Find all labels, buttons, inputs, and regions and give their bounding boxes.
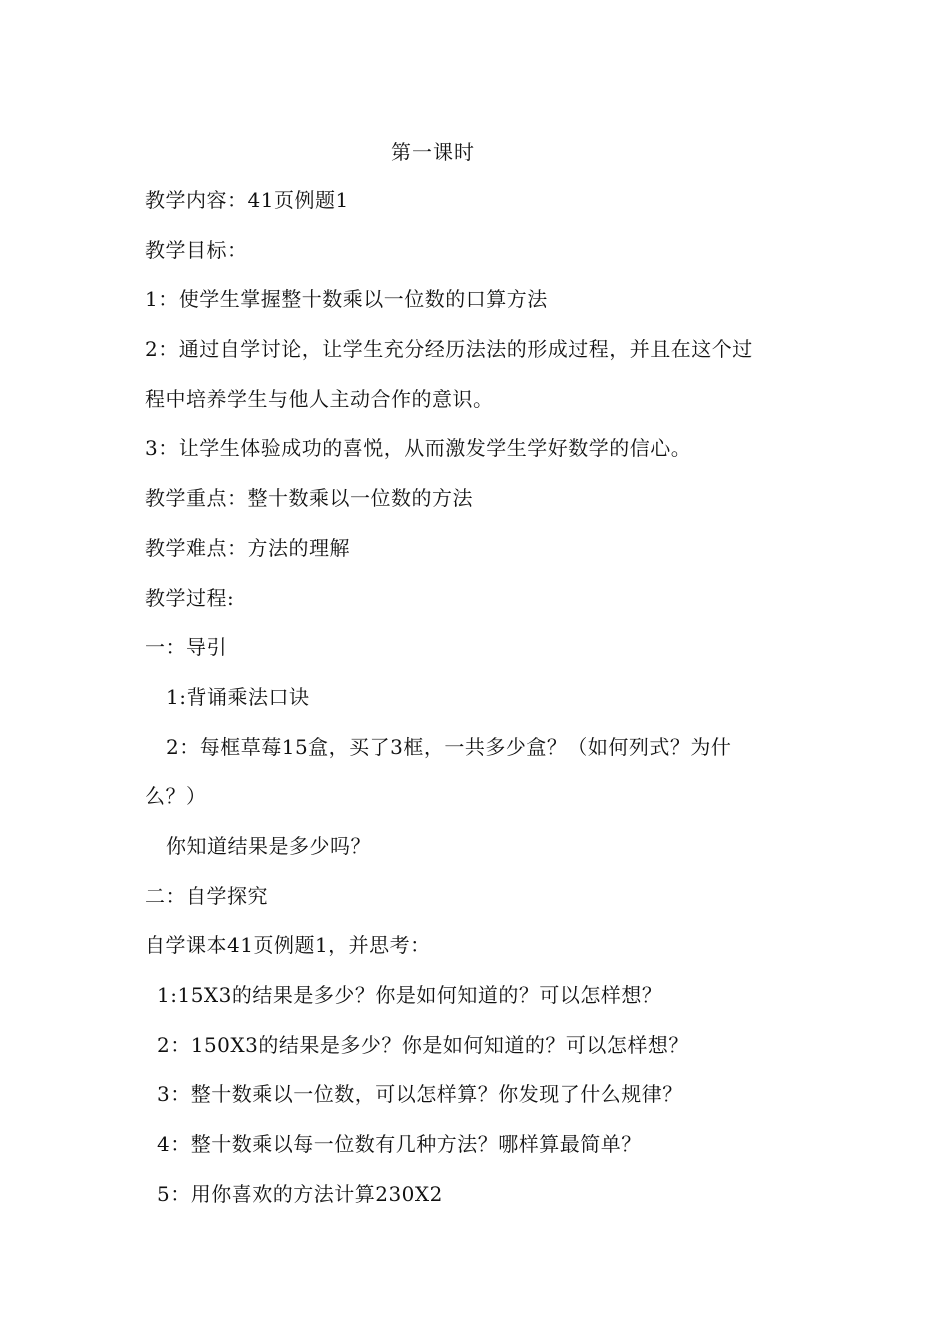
section-2-heading: 二：自学探究 <box>145 883 268 908</box>
goal-2-line: 2：通过自学讨论，让学生充分经历法法的形成过程，并且在这个过 <box>145 337 753 362</box>
teaching-focus-line: 教学重点：整十数乘以一位数的方法 <box>145 486 473 511</box>
question-3: 3：整十数乘以一位数，可以怎样算？你发现了什么规律？ <box>157 1082 683 1107</box>
teaching-goals-heading: 教学目标： <box>145 237 248 262</box>
goal-3-line: 3：让学生体验成功的喜悦，从而激发学生学好数学的信心。 <box>145 436 692 461</box>
document-body <box>145 185 810 1228</box>
teaching-process-heading: 教学过程: <box>145 585 235 610</box>
goal-2-continuation-line: 程中培养学生与他人主动合作的意识。 <box>145 386 494 411</box>
lesson-content-line: 教学内容：41页例题1 <box>145 188 349 212</box>
goal-1-line: 1：使学生掌握整十数乘以一位数的口算方法 <box>145 287 548 312</box>
question-4: 4：整十数乘以每一位数有几种方法？哪样算最简单？ <box>157 1132 642 1157</box>
document-title: 第一课时 <box>391 140 475 164</box>
section-1-item-1: 1:背诵乘法口诀 <box>166 684 310 709</box>
question-1: 1:15X3的结果是多少？你是如何知道的？可以怎样想？ <box>157 983 663 1007</box>
self-study-instruction: 自学课本41页例题1，并思考： <box>145 933 431 958</box>
section-1-item-2: 2：每框草莓15盒，买了3框，一共多少盒？（如何列式？为什 <box>166 734 732 759</box>
section-1-question: 你知道结果是多少吗？ <box>166 833 371 858</box>
section-1-heading: 一：导引 <box>145 635 227 660</box>
question-5: 5：用你喜欢的方法计算230X2 <box>157 1181 443 1206</box>
section-1-item-2-continuation: 么？） <box>145 784 207 809</box>
teaching-difficulty-line: 教学难点：方法的理解 <box>145 535 350 560</box>
question-2: 2：150X3的结果是多少？你是如何知道的？可以怎样想？ <box>157 1032 689 1057</box>
